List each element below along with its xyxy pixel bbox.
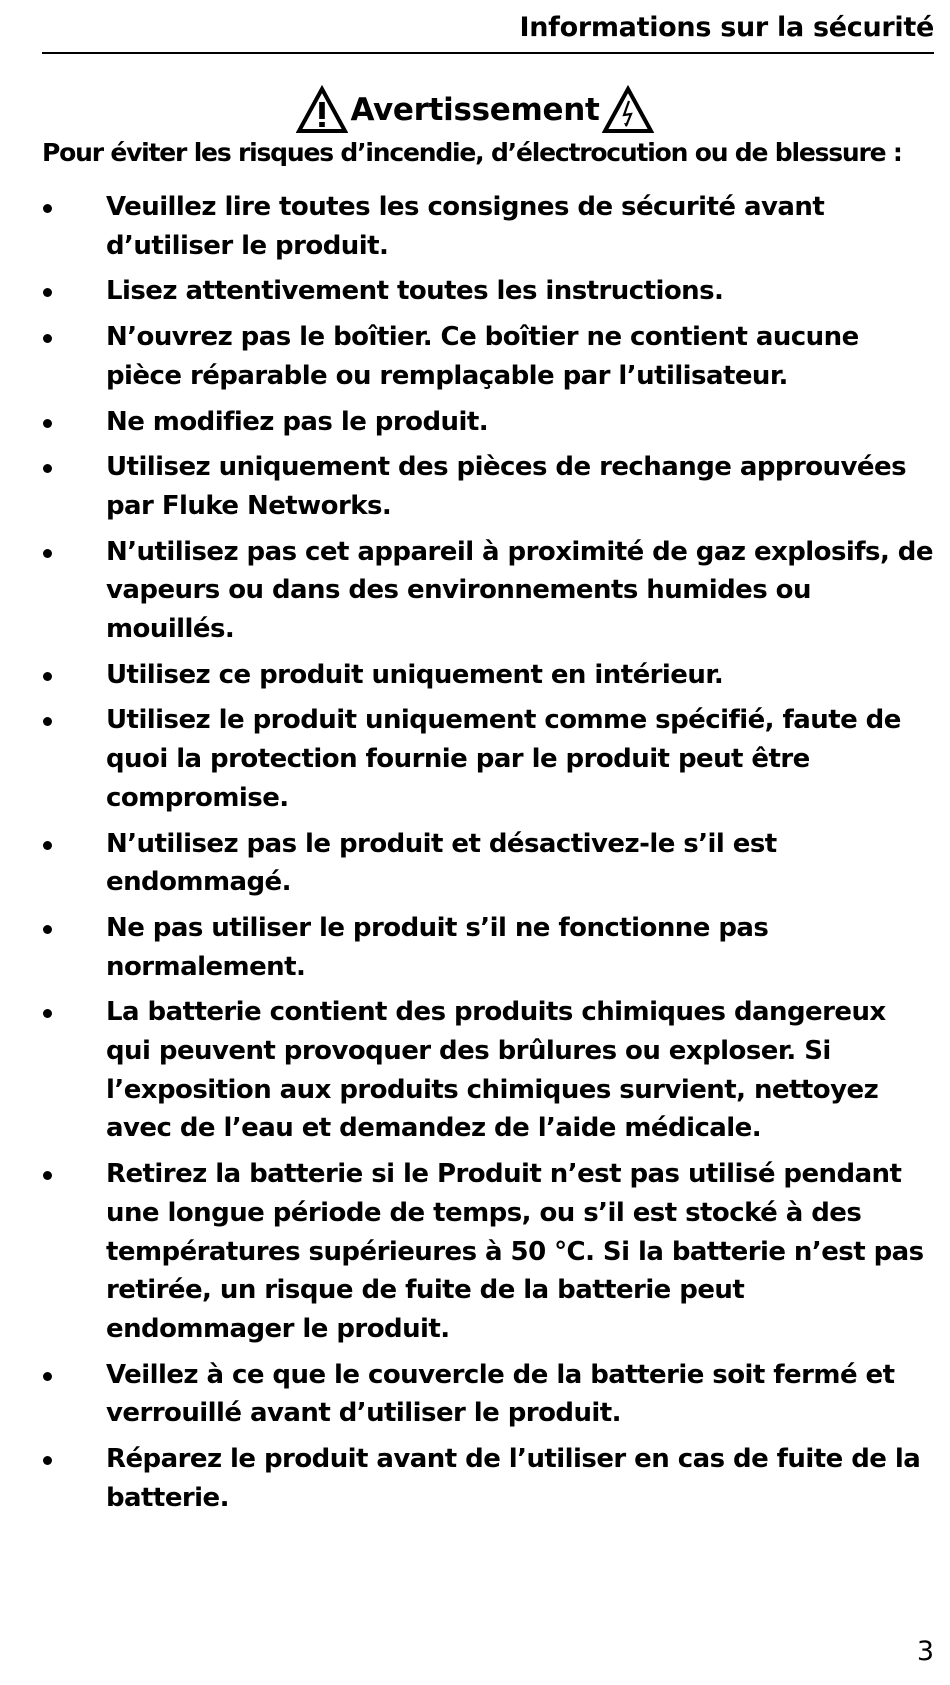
list-item — [42, 656, 934, 695]
bullet-icon — [43, 1009, 52, 1018]
list-item — [42, 701, 934, 817]
list-item-text: Lisez attentivement toutes les instructions. — [106, 276, 724, 307]
list-item — [42, 403, 934, 442]
page-number: 3 — [916, 1636, 934, 1667]
list-item-text: N’ouvrez pas le boîtier. Ce boîtier ne contient aucune pièce réparable ou remplaçable par l’utilisateur. — [106, 322, 859, 391]
list-item-text: Ne pas utiliser le produit s’il ne fonctionne pas normalement. — [106, 912, 769, 982]
list-item — [42, 188, 934, 265]
list-item — [42, 272, 934, 311]
list-item-text: N’utilisez pas le produit et désactivez-le s’il est endommagé. — [106, 828, 777, 898]
safety-instructions-list — [42, 188, 934, 1525]
bullet-icon — [43, 288, 52, 297]
bullet-icon — [43, 464, 52, 473]
page-header — [42, 8, 934, 54]
list-item-text: La batterie contient des produits chimiques dangereux qui peuvent provoquer des brûlures ou exploser. Si l’exposition aux produits chimiques survient, nettoyez avec de l’eau et demandez de l’aide médicale. — [106, 997, 886, 1144]
warning-intro: Pour éviter les risques d’incendie, d’électrocution ou de blessure : — [42, 138, 902, 167]
warning-heading — [0, 80, 950, 140]
bullet-icon — [43, 1372, 52, 1381]
list-item-text: Réparez le produit avant de l’utiliser en cas de fuite de la batterie. — [106, 1444, 921, 1513]
bullet-icon — [43, 1456, 52, 1465]
bullet-icon — [43, 1171, 52, 1180]
list-item-text: Veillez à ce que le couvercle de la batterie soit fermé et verrouillé avant d’utiliser le produit. — [106, 1359, 895, 1429]
bullet-icon — [43, 672, 52, 681]
list-item-text: Veuillez lire toutes les consignes de sécurité avant d’utiliser le produit. — [106, 192, 825, 261]
list-item-text: Utilisez ce produit uniquement en intérieur. — [106, 659, 724, 690]
warning-title: Avertissement — [350, 92, 600, 128]
list-item — [42, 318, 934, 395]
list-item-text: Retirez la batterie si le Produit n’est pas utilisé pendant une longue période de temps, ou s’il est stocké à des températures supérieures à 50 °C. Si la batterie n’est pas retirée, un risque de fuite de la batterie peut endommager le produit. — [106, 1159, 924, 1344]
list-item-text: Utilisez uniquement des pièces de rechange approuvées par Fluke Networks. — [106, 452, 907, 521]
list-item-text: Ne modifiez pas le produit. — [106, 406, 489, 437]
bullet-icon — [43, 717, 52, 726]
list-item — [42, 1155, 934, 1349]
list-item — [42, 825, 934, 902]
bullet-icon — [43, 841, 52, 850]
list-item — [42, 448, 934, 525]
section-title: Informations sur la sécurité — [519, 12, 934, 43]
list-item — [42, 909, 934, 986]
list-item — [42, 1440, 934, 1517]
list-item-text: Utilisez le produit uniquement comme spécifié, faute de quoi la protection fournie par le produit peut être compromise. — [106, 705, 901, 813]
lightning-triangle-icon — [602, 85, 654, 135]
bullet-icon — [43, 419, 52, 428]
list-item — [42, 993, 934, 1148]
bullet-icon — [43, 204, 52, 213]
list-item — [42, 533, 934, 649]
list-item — [42, 1356, 934, 1433]
bullet-icon — [43, 334, 52, 343]
bullet-icon — [43, 925, 52, 934]
exclamation-triangle-icon — [296, 85, 348, 135]
list-item-text: N’utilisez pas cet appareil à proximité de gaz explosifs, de vapeurs ou dans des environnements humides ou mouillés. — [106, 536, 933, 645]
bullet-icon — [43, 549, 52, 558]
